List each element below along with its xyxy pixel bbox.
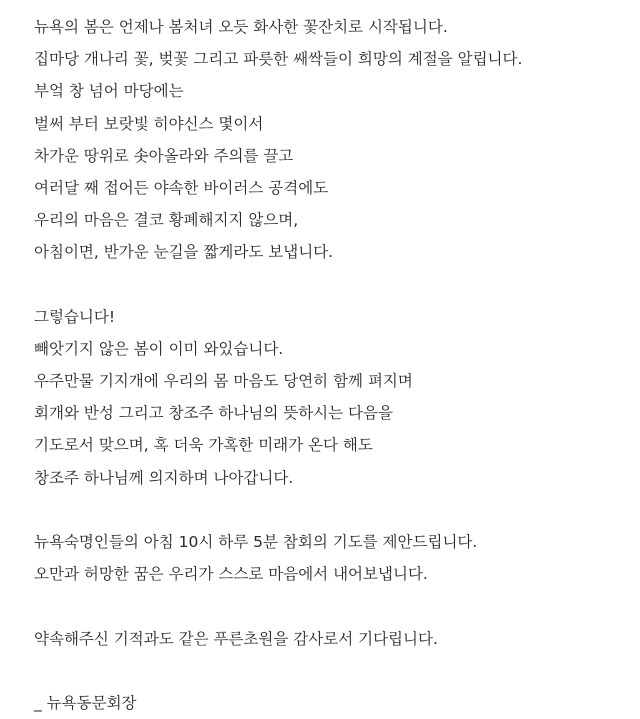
text-line: 아침이면, 반가운 눈길을 짧게라도 보냅니다. [34,243,334,262]
stanza-spring-not-taken [34,301,634,494]
paragraph-gap [34,269,634,301]
text-line: 차가운 땅위로 솟아올라와 주의를 끌고 [34,146,294,165]
text-line: 벌써 부터 보랏빛 히야신스 몇이서 [34,114,264,133]
paragraph-gap [34,590,634,622]
text-line: 회개와 반성 그리고 창조주 하나님의 뜻하시는 다음을 [34,404,393,423]
text-line: 뉴욕의 봄은 언제나 봄처녀 오듯 화사한 꽃잔치로 시작됩니다. [34,18,448,36]
text-line: 우주만물 기지개에 우리의 몸 마음도 당연히 함께 펴지며 [34,372,413,391]
letter-document [34,11,634,719]
text-line: 집마당 개나리 꽃, 벚꽃 그리고 파릇한 쌔싹들이 희망의 계절을 알립니다. [34,50,523,69]
paragraph-gap [34,655,634,687]
text-line: 창조주 하나님께 의지하며 나아갑니다. [34,468,294,487]
text-line: 우리의 마음은 결코 황폐해지지 않으며, [34,211,299,230]
paragraph-gap [34,494,634,526]
stanza-prayer-proposal [34,526,634,590]
text-line: 부엌 창 넘어 마당에는 [34,82,184,101]
text-line: 그렇습니다! [34,307,116,326]
text-line: 약속해주신 기적과도 같은 푸른초원을 감사로서 기다립니다. [34,629,438,648]
text-line: 여러달 째 접어든 야속한 바이러스 공격에도 [34,178,329,197]
signature: _ 뉴욕동문회장 [34,693,137,712]
stanza-closing [34,623,634,655]
text-line: 뉴욕숙명인들의 아침 10시 하루 5분 참회의 기도를 제안드립니다. [34,533,478,551]
text-line: 오만과 허망한 꿈은 우리가 스스로 마음에서 내어보냅니다. [34,565,428,584]
text-line: 빼앗기지 않은 봄이 이미 와있습니다. [34,339,284,358]
text-line: 기도로서 맞으며, 혹 더욱 가혹한 미래가 온다 해도 [34,436,373,455]
stanza-spring-arrival [34,11,634,269]
